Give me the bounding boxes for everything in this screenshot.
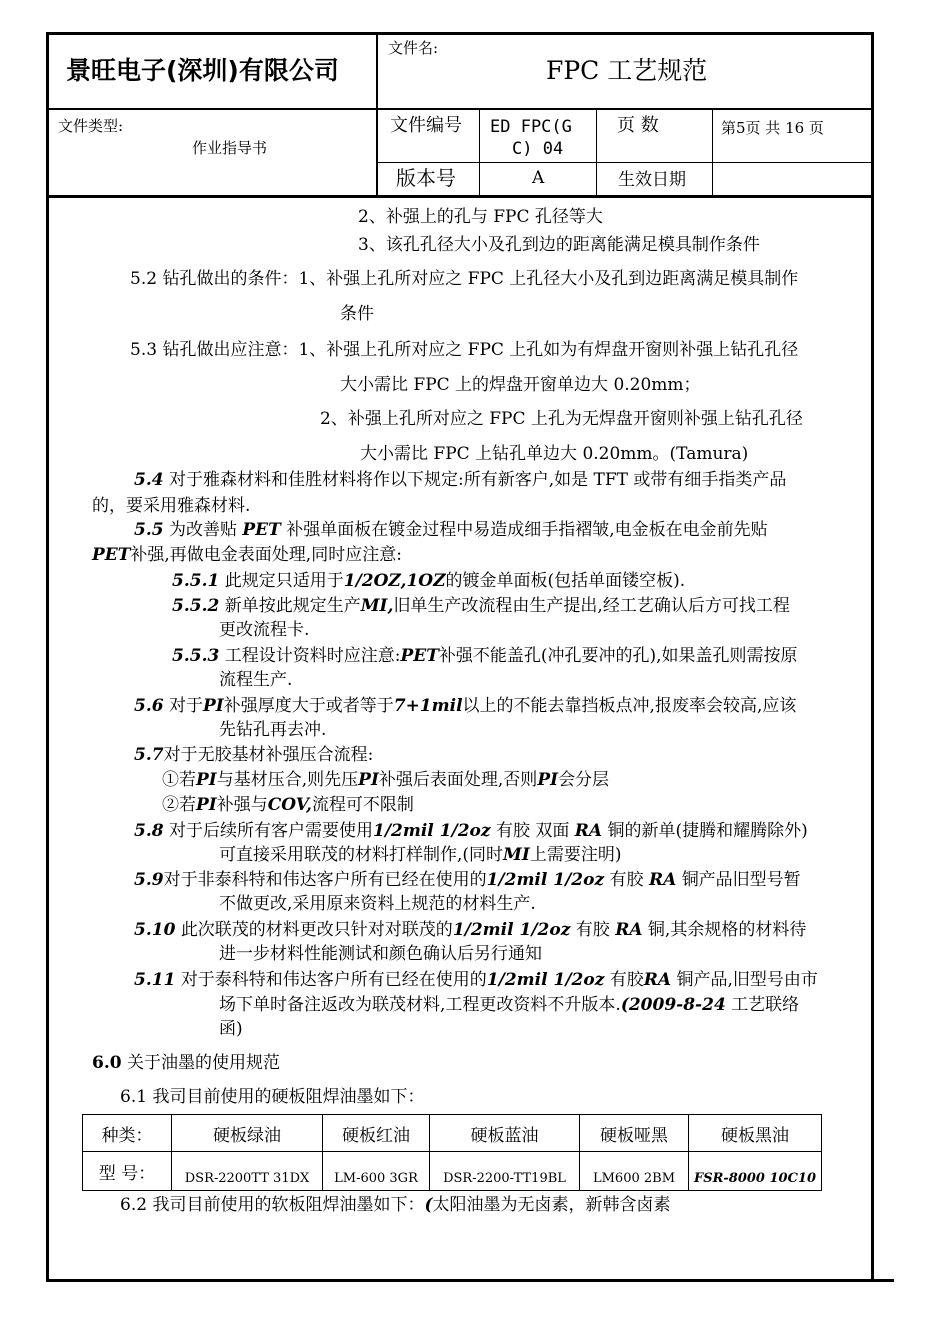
text-run: 有胶	[609, 970, 644, 990]
text-run: 对于后续所有客户需要使用	[168, 821, 373, 841]
pages-label: 页 数	[617, 115, 659, 136]
section-number: 5.9	[134, 870, 164, 890]
text-line	[92, 545, 402, 565]
section-number: 5.5	[134, 520, 164, 540]
text-line: 5.3 钻孔做出应注意：1、补强上孔所对应之 FPC 上孔如为有焊盘开窗则补强上钻孔孔径	[130, 340, 799, 360]
section-number: 5.5.1	[172, 571, 220, 591]
section-number: 5.7	[134, 745, 164, 765]
text-line: 2、补强上孔所对应之 FPC 上孔为无焊盘开窗则补强上钻孔孔径	[320, 409, 803, 429]
document-title: FPC 工艺规范	[546, 56, 708, 85]
section-6-heading	[92, 1053, 280, 1073]
paragraph-5-11	[134, 970, 818, 990]
table-cell: DSR-2200-TT19BL	[430, 1152, 580, 1191]
text-run: 会分层	[558, 770, 610, 790]
paragraph-5-6	[134, 696, 796, 716]
table-header-cell: 硬板蓝油	[430, 1115, 580, 1152]
text-run: 对于雅森材料和佳胜材料将作以下规定:所有新客户,如是 TFT 或带有细手指类产品	[168, 470, 787, 490]
text-run: 1/2mil 1/2oz	[372, 821, 491, 841]
text-line: 大小需比 FPC 上的焊盘开窗单边大 0.20mm；	[340, 375, 701, 395]
text-run: 1/2mil 1/2oz	[486, 970, 605, 990]
text-run: 有胶 双面	[495, 821, 570, 841]
version-value: A	[532, 168, 545, 188]
table-cell: DSR-2200TT 31DX	[172, 1152, 323, 1191]
text-run: PI	[196, 795, 217, 815]
text-line: 进一步材料性能测试和颜色确认后另行通知	[219, 944, 542, 964]
text-run: 工艺联络	[731, 995, 800, 1015]
text-run: 铜产品旧型号暂	[681, 870, 801, 890]
section-number: 5.8	[134, 821, 164, 841]
text-run: 此规定只适用于	[224, 571, 344, 591]
table-header-cell: 种类：	[83, 1115, 172, 1152]
paragraph-5-7	[134, 745, 373, 765]
text-line: 6.1 我司目前使用的硬板阻焊油墨如下：	[120, 1087, 425, 1107]
section-number: 6.0	[92, 1053, 122, 1073]
section-number: 5.5.2	[172, 596, 220, 616]
text-run: 与基材压合,则先压	[216, 770, 359, 790]
text-run: 1/2mil 1/2oz	[452, 920, 571, 940]
docno-line1: ED FPC(G	[490, 117, 572, 137]
text-run: 太阳油墨为无卤素，新韩含卤素	[432, 1195, 671, 1215]
table-cell: LM-600 3GR	[323, 1152, 430, 1191]
text-run: 流程可不限制	[311, 795, 414, 815]
text-run: 7+1mil	[393, 696, 463, 716]
text-run: 以上的不能去靠挡板点冲,报废率会较高,应该	[462, 696, 797, 716]
text-line: 流程生产.	[219, 670, 293, 690]
text-run: 为改善贴	[168, 520, 237, 540]
section-number: 5.10	[134, 920, 176, 940]
text-run: RA	[615, 920, 643, 940]
table-cell: FSR-8000 10C10	[689, 1152, 822, 1191]
text-run: 补强不能盖孔(冲孔要冲的孔),如果盖孔则需按原	[438, 646, 798, 666]
text-line	[219, 845, 621, 865]
text-line	[162, 795, 414, 815]
text-run: 补强厚度大于或者等于	[223, 696, 394, 716]
paragraph-5-10	[134, 920, 806, 940]
text-line: 的，要采用雅森材料.	[92, 496, 251, 516]
text-run: 有胶	[609, 870, 644, 890]
text-run: (	[424, 1195, 433, 1215]
paragraph-5-4	[134, 470, 786, 490]
header-divider	[596, 110, 597, 196]
text-line: 不做更改,采用原来资料上规范的材料生产.	[219, 894, 536, 914]
text-run: 1/2OZ,1OZ	[343, 571, 446, 591]
text-run: 补强,再做电金表面处理,同时应注意:	[130, 545, 402, 565]
text-run: (2009-8-24	[620, 995, 726, 1015]
text-run: PI	[537, 770, 559, 790]
table-cell: LM600 2BM	[580, 1152, 689, 1191]
section-number: 5.5.3	[172, 646, 220, 666]
paragraph-5-5-1	[172, 571, 685, 591]
text-line: 大小需比 FPC 上钻孔单边大 0.20mm。(Tamura)	[360, 444, 749, 464]
filename-label: 文件名:	[388, 39, 439, 57]
company-name: 景旺电子(深圳)有限公司	[66, 56, 339, 85]
text-run: PET	[242, 520, 281, 540]
page-bottom-rule	[46, 1279, 894, 1282]
paragraph-5-5-3	[172, 646, 798, 666]
version-label: 版本号	[396, 166, 456, 190]
section-number: 5.11	[134, 970, 176, 990]
text-run: RA	[648, 870, 677, 890]
text-run: PET	[400, 646, 439, 666]
text-run: 可直接采用联茂的材料打样制作,(同时	[219, 845, 504, 865]
text-run: MI	[503, 845, 530, 865]
table-header-cell: 硬板绿油	[172, 1115, 323, 1152]
text-run: PI	[202, 696, 224, 716]
text-run: 关于油墨的使用规范	[126, 1053, 280, 1073]
text-line: 2、补强上的孔与 FPC 孔径等大	[358, 207, 603, 227]
table-cell: 型 号：	[83, 1152, 172, 1191]
text-run: 1/2mil 1/2oz	[486, 870, 605, 890]
section-number: 5.4	[134, 470, 164, 490]
text-run: 铜产品,旧型号由市	[676, 970, 818, 990]
header-rule-2	[378, 162, 871, 163]
text-line	[219, 995, 799, 1015]
text-run: 的镀金单面板(包括单面镂空板).	[445, 571, 686, 591]
text-line: 条件	[340, 304, 374, 324]
text-run: 有胶	[575, 920, 610, 940]
text-run: 6.2 我司目前使用的软板阻焊油墨如下：	[120, 1195, 425, 1215]
section-number: 5.6	[134, 696, 164, 716]
text-run: RA	[643, 970, 672, 990]
text-line: 3、该孔孔径大小及孔到边的距离能满足模具制作条件	[358, 235, 760, 255]
docno-line2: C) 04	[512, 139, 564, 159]
paragraph-5-5	[134, 520, 768, 540]
header-divider	[712, 110, 713, 196]
text-run: 对于泰科特和伟达客户所有已经在使用的	[180, 970, 487, 990]
text-line: 更改流程卡.	[219, 620, 310, 640]
text-line: 5.2 钻孔做出的条件：1、补强上孔所对应之 FPC 上孔径大小及孔到边距离满足模具制作	[130, 269, 799, 289]
text-run: RA	[574, 821, 603, 841]
header-divider	[376, 32, 378, 197]
text-run: 此次联茂的材料更改只针对对联茂的	[180, 920, 453, 940]
header-rule-1	[46, 108, 871, 110]
text-run: 铜的新单(捷腾和耀腾除外)	[607, 821, 808, 841]
text-run: 工程设计资料时应注意:	[224, 646, 401, 666]
header-top-rule	[46, 32, 871, 35]
text-run: COV,	[267, 795, 312, 815]
text-line	[120, 1195, 671, 1215]
text-run: 对于非泰科特和伟达客户所有已经在使用的	[163, 870, 487, 890]
doctype-value: 作业指导书	[192, 139, 268, 157]
header-divider	[479, 110, 480, 196]
text-run: 旧单生产改流程由生产提出,经工艺确认后方可找工程	[393, 596, 790, 616]
table-header-cell: 硬板哑黑	[580, 1115, 689, 1152]
text-run: MI,	[360, 596, 394, 616]
text-run: 铜,其余规格的材料待	[647, 920, 807, 940]
text-run: 新单按此规定生产	[224, 596, 361, 616]
table-header-cell: 硬板黑油	[689, 1115, 822, 1152]
header-bottom-rule	[46, 195, 871, 198]
text-run: ①若	[162, 770, 196, 790]
text-run: 对于	[168, 696, 203, 716]
hardboard-ink-table	[82, 1114, 822, 1191]
table-header-cell: 硬板红油	[323, 1115, 430, 1152]
text-run: PI	[358, 770, 379, 790]
text-line	[162, 770, 609, 790]
text-line: 函)	[219, 1019, 243, 1039]
paragraph-5-9	[134, 870, 801, 890]
pages-value: 第5页 共 16 页	[721, 119, 824, 137]
text-run: 补强后表面处理,否则	[378, 770, 538, 790]
text-run: 补强与	[216, 795, 268, 815]
text-run: PI	[196, 770, 217, 790]
paragraph-5-8	[134, 821, 808, 841]
doctype-label: 文件类型:	[58, 117, 124, 135]
text-run: ②若	[162, 795, 196, 815]
text-run: 上需要注明)	[529, 845, 622, 865]
paragraph-5-5-2	[172, 596, 790, 616]
text-line: 先钻孔再去冲.	[219, 720, 327, 740]
text-run: PET	[92, 545, 131, 565]
effective-date-label: 生效日期	[618, 170, 686, 190]
docno-label: 文件编号	[390, 115, 462, 136]
text-run: 对于无胶基材补强压合流程:	[163, 745, 374, 765]
text-run: 场下单时备注返改为联茂材料,工程更改资料不升版本.	[219, 995, 621, 1015]
text-run: 补强单面板在镀金过程中易造成细手指褶皱,电金板在电金前先贴	[286, 520, 768, 540]
